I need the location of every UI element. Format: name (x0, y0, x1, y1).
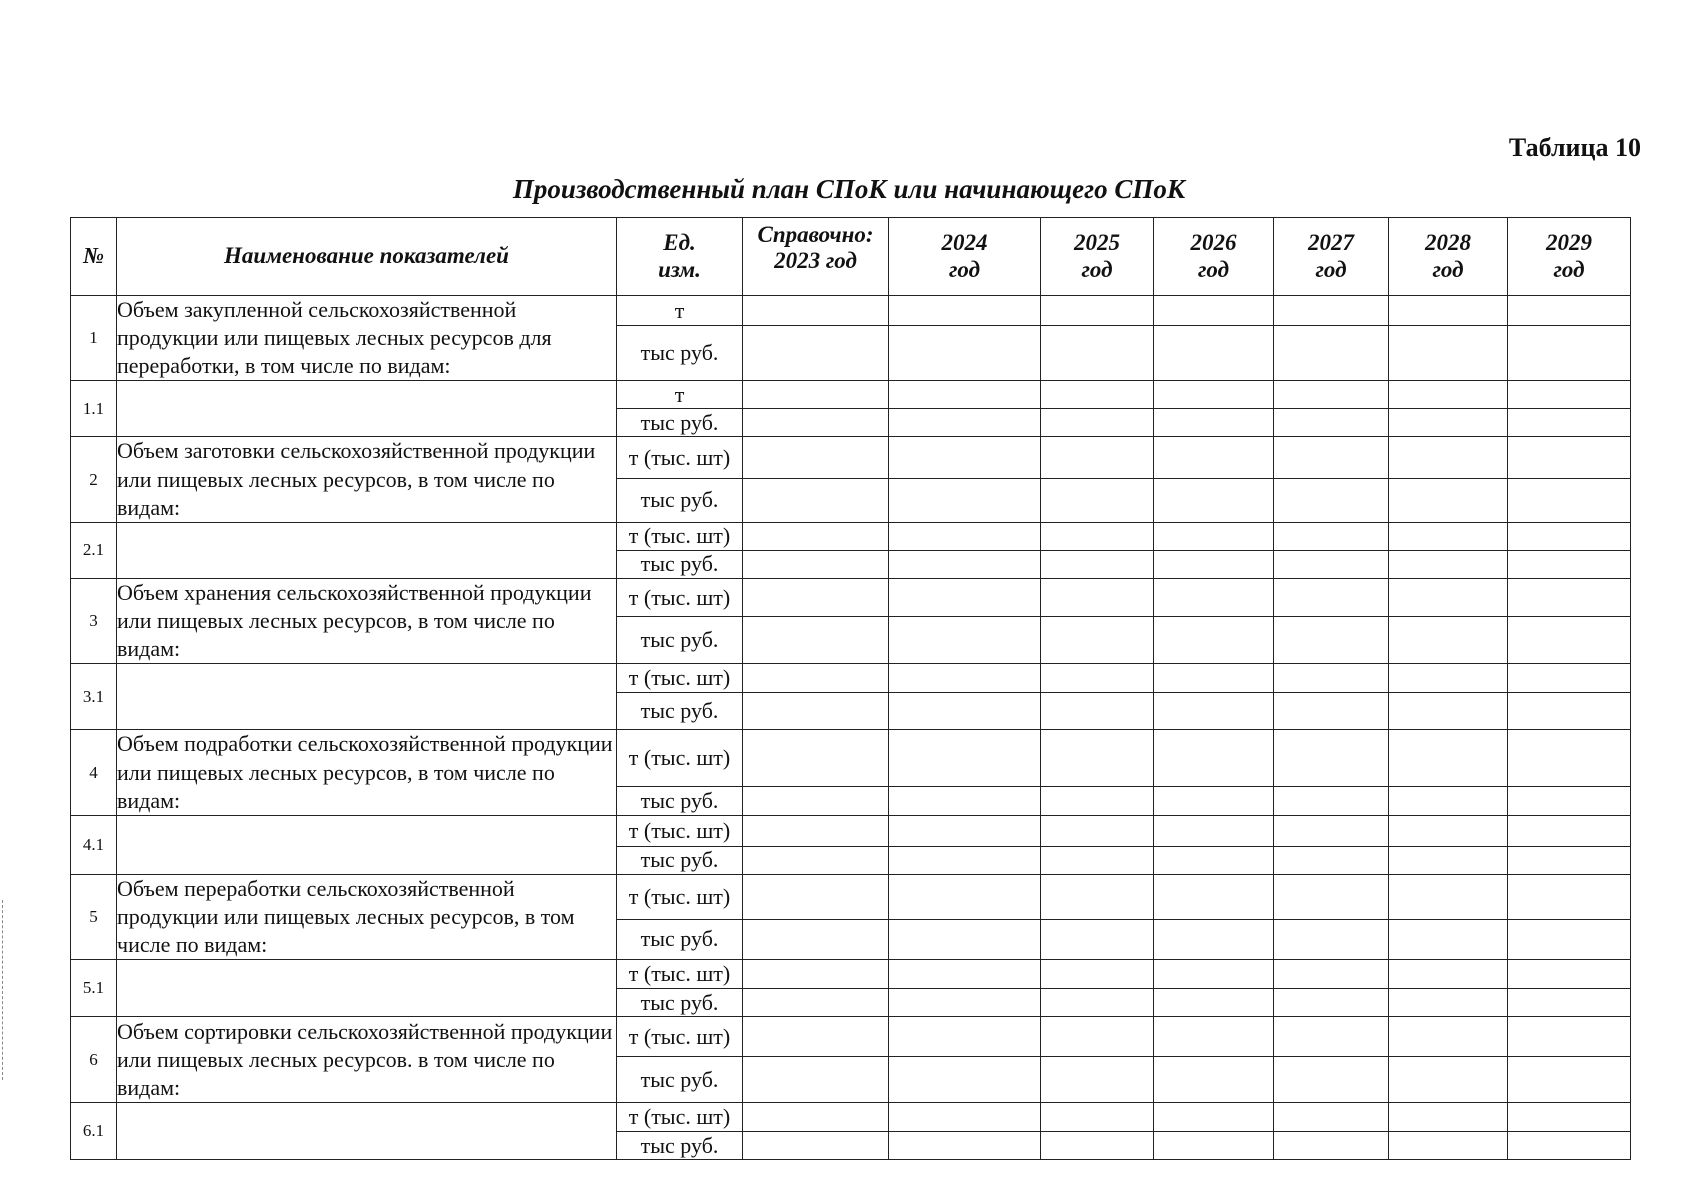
data-cell[interactable] (1041, 1057, 1154, 1103)
data-cell[interactable] (1389, 437, 1508, 478)
data-cell[interactable] (1274, 919, 1389, 960)
data-cell[interactable] (1274, 617, 1389, 664)
data-cell[interactable] (1389, 381, 1508, 409)
data-cell[interactable] (889, 437, 1041, 478)
unit-volume: т (617, 296, 743, 326)
data-cell[interactable] (1508, 1132, 1631, 1160)
data-cell[interactable] (1041, 550, 1154, 578)
data-cell[interactable] (743, 296, 889, 326)
data-cell[interactable] (743, 522, 889, 550)
header-year-label: год (1553, 256, 1585, 282)
data-cell[interactable] (1508, 730, 1631, 787)
data-cell[interactable] (1389, 787, 1508, 816)
table-row (71, 1017, 1631, 1057)
header-year-value: 2029 (1546, 230, 1592, 256)
data-cell[interactable] (1154, 437, 1274, 478)
header-year-value: 2024 (941, 230, 988, 256)
indicator-name (117, 815, 617, 874)
data-cell[interactable] (1041, 381, 1154, 409)
header-year-2028 (1389, 218, 1508, 296)
data-cell[interactable] (1389, 617, 1508, 664)
data-cell[interactable] (1274, 478, 1389, 522)
data-cell[interactable] (1508, 617, 1631, 664)
row-number: 2.1 (71, 522, 117, 578)
header-unit-line1: Ед. (663, 230, 696, 256)
data-cell[interactable] (1154, 409, 1274, 437)
unit-volume: т (тыс. шт) (617, 874, 743, 919)
header-year-label: год (948, 256, 981, 282)
unit-volume: т (тыс. шт) (617, 1017, 743, 1057)
data-cell[interactable] (1041, 1132, 1154, 1160)
data-cell[interactable] (743, 578, 889, 616)
header-unit (617, 218, 743, 296)
unit-value: тыс руб. (617, 478, 743, 522)
data-cell[interactable] (1154, 1017, 1274, 1057)
data-cell[interactable] (1154, 874, 1274, 919)
data-cell[interactable] (1389, 550, 1508, 578)
data-cell[interactable] (1508, 1103, 1631, 1132)
indicator-name (117, 381, 617, 437)
data-cell[interactable] (1508, 787, 1631, 816)
data-cell[interactable] (1508, 578, 1631, 616)
header-reference-line1: Справочно: (757, 222, 874, 247)
data-cell[interactable] (1041, 815, 1154, 846)
data-cell[interactable] (1154, 815, 1274, 846)
data-cell[interactable] (1274, 960, 1389, 989)
data-cell[interactable] (1154, 381, 1274, 409)
data-cell[interactable] (1154, 522, 1274, 550)
unit-value: тыс руб. (617, 1132, 743, 1160)
data-cell[interactable] (889, 874, 1041, 919)
header-year-value: 2025 (1074, 230, 1120, 256)
data-cell[interactable] (1389, 960, 1508, 989)
indicator-name: Объем подработки сельскохозяйственной продукции или пищевых лесных ресурсов, в том числе по видам: (117, 730, 617, 815)
unit-value: тыс руб. (617, 326, 743, 381)
data-cell[interactable] (1389, 815, 1508, 846)
data-cell[interactable] (743, 874, 889, 919)
data-cell[interactable] (1389, 578, 1508, 616)
header-year-label: год (1315, 256, 1347, 282)
header-year-label: год (1081, 256, 1113, 282)
table-row (71, 437, 1631, 478)
data-cell[interactable] (743, 478, 889, 522)
data-cell[interactable] (1508, 874, 1631, 919)
data-cell[interactable] (889, 787, 1041, 816)
header-year-2029 (1508, 218, 1631, 296)
data-cell[interactable] (889, 960, 1041, 989)
data-cell[interactable] (1154, 326, 1274, 381)
data-cell[interactable] (743, 919, 889, 960)
data-cell[interactable] (889, 1132, 1041, 1160)
data-cell[interactable] (743, 437, 889, 478)
data-cell[interactable] (889, 664, 1041, 693)
data-cell[interactable] (889, 919, 1041, 960)
data-cell[interactable] (1389, 919, 1508, 960)
header-row (71, 218, 1631, 296)
data-cell[interactable] (1154, 989, 1274, 1017)
unit-volume: т (тыс. шт) (617, 578, 743, 616)
data-cell[interactable] (1041, 787, 1154, 816)
table-row (71, 815, 1631, 846)
production-plan-table (70, 217, 1631, 1160)
data-cell[interactable] (889, 1103, 1041, 1132)
header-year-value: 2028 (1425, 230, 1471, 256)
data-cell[interactable] (1154, 787, 1274, 816)
header-year-label: год (1432, 256, 1464, 282)
unit-volume: т (617, 381, 743, 409)
data-cell[interactable] (1508, 960, 1631, 989)
data-cell[interactable] (1041, 664, 1154, 693)
data-cell[interactable] (1389, 409, 1508, 437)
data-cell[interactable] (743, 693, 889, 730)
data-cell[interactable] (743, 1017, 889, 1057)
data-cell[interactable] (1389, 730, 1508, 787)
table-row (71, 381, 1631, 409)
data-cell[interactable] (1274, 409, 1389, 437)
indicator-name (117, 522, 617, 578)
indicator-name (117, 960, 617, 1017)
data-cell[interactable] (1274, 1103, 1389, 1132)
data-cell[interactable] (1154, 730, 1274, 787)
data-cell[interactable] (1274, 989, 1389, 1017)
data-cell[interactable] (1154, 296, 1274, 326)
data-cell[interactable] (889, 578, 1041, 616)
data-cell[interactable] (743, 1132, 889, 1160)
unit-value: тыс руб. (617, 550, 743, 578)
unit-volume: т (тыс. шт) (617, 664, 743, 693)
row-number: 3 (71, 578, 117, 663)
data-cell[interactable] (1508, 815, 1631, 846)
data-cell[interactable] (1274, 522, 1389, 550)
data-cell[interactable] (889, 815, 1041, 846)
data-cell[interactable] (743, 664, 889, 693)
header-unit-line2: изм. (658, 256, 701, 282)
data-cell[interactable] (1041, 730, 1154, 787)
data-cell[interactable] (1154, 846, 1274, 874)
data-cell[interactable] (1154, 1103, 1274, 1132)
data-cell[interactable] (889, 1017, 1041, 1057)
data-cell[interactable] (889, 326, 1041, 381)
row-number: 1.1 (71, 381, 117, 437)
unit-value: тыс руб. (617, 787, 743, 816)
indicator-name (117, 1103, 617, 1160)
row-number: 5.1 (71, 960, 117, 1017)
unit-volume: т (тыс. шт) (617, 437, 743, 478)
data-cell[interactable] (743, 381, 889, 409)
header-year-2024 (889, 218, 1041, 296)
data-cell[interactable] (1508, 437, 1631, 478)
data-cell[interactable] (1041, 874, 1154, 919)
table-number: Таблица 10 (1508, 133, 1641, 162)
header-year-value: 2026 (1190, 230, 1237, 256)
data-cell[interactable] (1274, 1132, 1389, 1160)
data-cell[interactable] (1041, 522, 1154, 550)
data-cell[interactable] (1154, 919, 1274, 960)
data-cell[interactable] (1274, 1057, 1389, 1103)
unit-volume: т (тыс. шт) (617, 730, 743, 787)
document-title: Производственный план СПоК или начинающего СПоК (512, 174, 1186, 204)
data-cell[interactable] (1154, 550, 1274, 578)
indicator-name: Объем закупленной сельскохозяйственной продукции или пищевых лесных ресурсов для переработки, в том числе по видам: (117, 296, 617, 381)
data-cell[interactable] (743, 550, 889, 578)
indicator-name: Объем сортировки сельскохозяйственной продукции или пищевых лесных ресурсов. в том числе по видам: (117, 1017, 617, 1103)
table-row (71, 874, 1631, 919)
data-cell[interactable] (1041, 1017, 1154, 1057)
data-cell[interactable] (1274, 874, 1389, 919)
data-cell[interactable] (1154, 478, 1274, 522)
row-number: 4 (71, 730, 117, 815)
header-year-label: год (1197, 256, 1230, 282)
data-cell[interactable] (1389, 296, 1508, 326)
scan-edge-marks (2, 900, 5, 1080)
data-cell[interactable] (889, 550, 1041, 578)
header-year-2026 (1154, 218, 1274, 296)
header-year-2027 (1274, 218, 1389, 296)
data-cell[interactable] (1508, 381, 1631, 409)
unit-volume: т (тыс. шт) (617, 1103, 743, 1132)
data-cell[interactable] (1389, 1132, 1508, 1160)
data-cell[interactable] (1041, 693, 1154, 730)
data-cell[interactable] (1508, 326, 1631, 381)
data-cell[interactable] (743, 846, 889, 874)
data-cell[interactable] (743, 326, 889, 381)
data-cell[interactable] (1389, 846, 1508, 874)
unit-value: тыс руб. (617, 1057, 743, 1103)
data-cell[interactable] (889, 1057, 1041, 1103)
data-cell[interactable] (1389, 326, 1508, 381)
indicator-name: Объем переработки сельскохозяйственной продукции или пищевых лесных ресурсов, в том числе по видам: (117, 874, 617, 959)
data-cell[interactable] (1389, 874, 1508, 919)
data-cell[interactable] (1154, 1057, 1274, 1103)
data-cell[interactable] (1389, 693, 1508, 730)
data-cell[interactable] (1389, 989, 1508, 1017)
data-cell[interactable] (1041, 989, 1154, 1017)
data-cell[interactable] (1508, 693, 1631, 730)
header-reference-line2: 2023 год (774, 248, 857, 274)
data-cell[interactable] (1041, 437, 1154, 478)
data-cell[interactable] (1389, 664, 1508, 693)
data-cell[interactable] (1508, 664, 1631, 693)
data-cell[interactable] (1508, 846, 1631, 874)
data-cell[interactable] (889, 730, 1041, 787)
data-cell[interactable] (1041, 326, 1154, 381)
header-year-value: 2027 (1308, 230, 1354, 256)
data-cell[interactable] (1389, 478, 1508, 522)
header-reference (743, 218, 889, 296)
data-cell[interactable] (1508, 550, 1631, 578)
data-cell[interactable] (1274, 787, 1389, 816)
header-name: Наименование показателей (117, 218, 617, 296)
data-cell[interactable] (889, 296, 1041, 326)
data-cell[interactable] (743, 815, 889, 846)
data-cell[interactable] (1508, 296, 1631, 326)
data-cell[interactable] (743, 960, 889, 989)
data-cell[interactable] (743, 989, 889, 1017)
data-cell[interactable] (743, 1057, 889, 1103)
unit-value: тыс руб. (617, 617, 743, 664)
data-cell[interactable] (743, 617, 889, 664)
data-cell[interactable] (1389, 522, 1508, 550)
row-number: 5 (71, 874, 117, 959)
unit-value: тыс руб. (617, 409, 743, 437)
data-cell[interactable] (1154, 617, 1274, 664)
data-cell[interactable] (889, 617, 1041, 664)
header-year-2025 (1041, 218, 1154, 296)
data-cell[interactable] (743, 787, 889, 816)
data-cell[interactable] (1389, 1057, 1508, 1103)
data-cell[interactable] (1508, 1017, 1631, 1057)
unit-volume: т (тыс. шт) (617, 815, 743, 846)
unit-value: тыс руб. (617, 989, 743, 1017)
data-cell[interactable] (1041, 960, 1154, 989)
data-cell[interactable] (1154, 1132, 1274, 1160)
data-cell[interactable] (1041, 578, 1154, 616)
row-number: 2 (71, 437, 117, 522)
data-cell[interactable] (1041, 846, 1154, 874)
data-cell[interactable] (1274, 550, 1389, 578)
data-cell[interactable] (1274, 578, 1389, 616)
table-row (71, 522, 1631, 550)
data-cell[interactable] (1274, 381, 1389, 409)
unit-value: тыс руб. (617, 919, 743, 960)
unit-volume: т (тыс. шт) (617, 522, 743, 550)
data-cell[interactable] (1274, 846, 1389, 874)
indicator-name: Объем заготовки сельскохозяйственной продукции или пищевых лесных ресурсов, в том числе по видам: (117, 437, 617, 522)
table-body (71, 296, 1631, 1160)
row-number: 4.1 (71, 815, 117, 874)
data-cell[interactable] (1041, 617, 1154, 664)
data-cell[interactable] (1274, 730, 1389, 787)
data-cell[interactable] (1274, 815, 1389, 846)
data-cell[interactable] (1508, 989, 1631, 1017)
table-row (71, 730, 1631, 787)
data-cell[interactable] (889, 522, 1041, 550)
data-cell[interactable] (1041, 296, 1154, 326)
data-cell[interactable] (1274, 296, 1389, 326)
data-cell[interactable] (889, 409, 1041, 437)
header-num: № (71, 218, 117, 296)
table-row (71, 664, 1631, 693)
data-cell[interactable] (1508, 1057, 1631, 1103)
data-cell[interactable] (889, 693, 1041, 730)
row-number: 6.1 (71, 1103, 117, 1160)
data-cell[interactable] (1154, 693, 1274, 730)
data-cell[interactable] (1389, 1103, 1508, 1132)
data-cell[interactable] (743, 409, 889, 437)
data-cell[interactable] (889, 989, 1041, 1017)
table-row (71, 296, 1631, 326)
data-cell[interactable] (743, 730, 889, 787)
data-cell[interactable] (1041, 409, 1154, 437)
data-cell[interactable] (1154, 960, 1274, 989)
data-cell[interactable] (1274, 437, 1389, 478)
data-cell[interactable] (1389, 1017, 1508, 1057)
data-cell[interactable] (1041, 1103, 1154, 1132)
data-cell[interactable] (743, 1103, 889, 1132)
table-row (71, 578, 1631, 616)
data-cell[interactable] (1508, 919, 1631, 960)
data-cell[interactable] (1041, 478, 1154, 522)
unit-value: тыс руб. (617, 693, 743, 730)
data-cell[interactable] (1274, 326, 1389, 381)
indicator-name (117, 664, 617, 730)
data-cell[interactable] (889, 381, 1041, 409)
data-cell[interactable] (1274, 693, 1389, 730)
table-row (71, 1103, 1631, 1132)
data-cell[interactable] (1508, 409, 1631, 437)
data-cell[interactable] (889, 846, 1041, 874)
table-row (71, 960, 1631, 989)
data-cell[interactable] (1154, 578, 1274, 616)
data-cell[interactable] (1274, 664, 1389, 693)
data-cell[interactable] (889, 478, 1041, 522)
data-cell[interactable] (1508, 478, 1631, 522)
data-cell[interactable] (1508, 522, 1631, 550)
row-number: 1 (71, 296, 117, 381)
row-number: 3.1 (71, 664, 117, 730)
data-cell[interactable] (1041, 919, 1154, 960)
row-number: 6 (71, 1017, 117, 1103)
unit-volume: т (тыс. шт) (617, 960, 743, 989)
unit-value: тыс руб. (617, 846, 743, 874)
indicator-name: Объем хранения сельскохозяйственной продукции или пищевых лесных ресурсов, в том числе по видам: (117, 578, 617, 663)
data-cell[interactable] (1274, 1017, 1389, 1057)
data-cell[interactable] (1154, 664, 1274, 693)
